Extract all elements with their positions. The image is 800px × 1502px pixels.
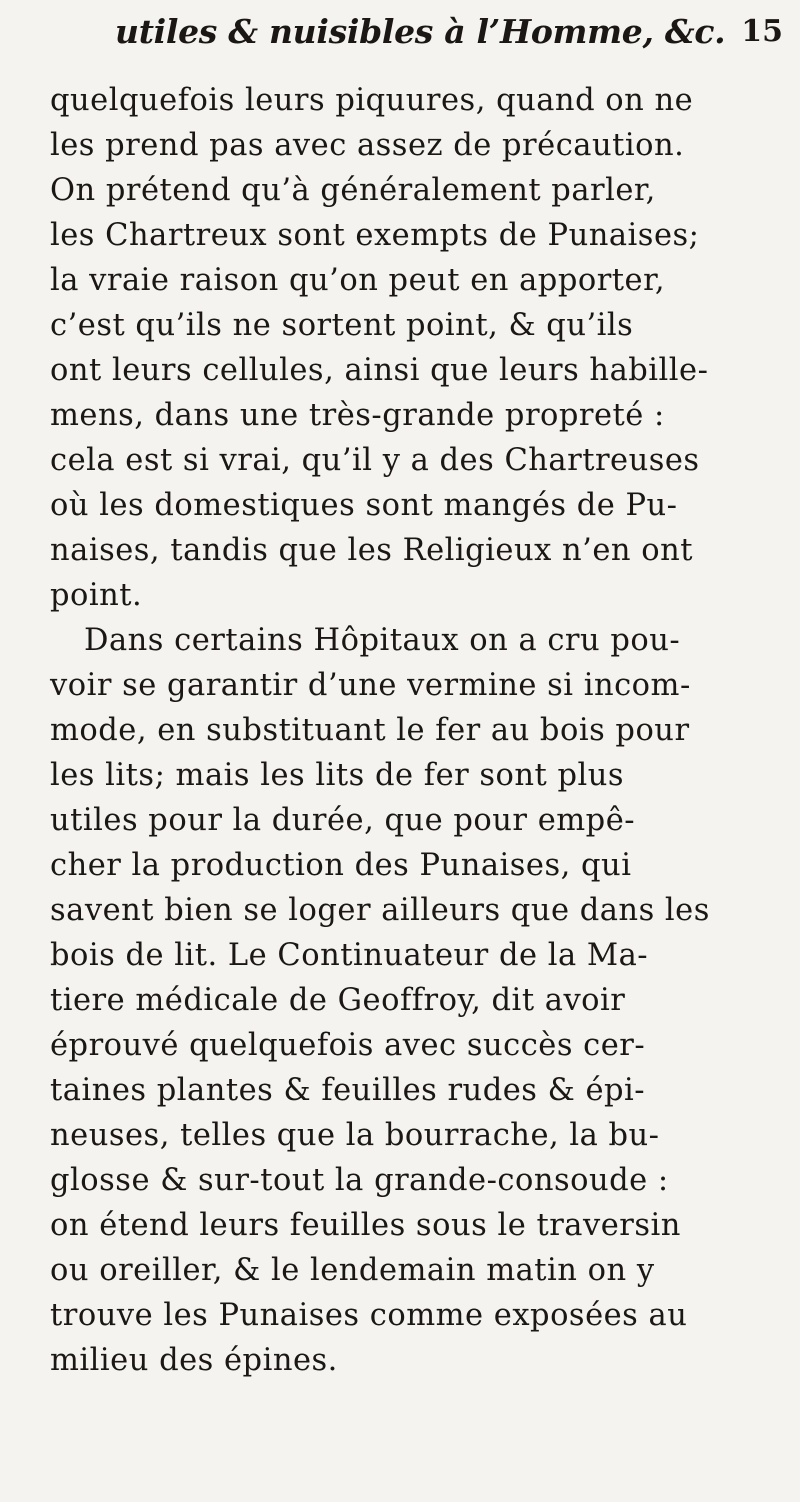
- text-line: neuses, telles que la bourrache, la bu-: [50, 1118, 660, 1153]
- text-line: c’est qu’ils ne sortent point, & qu’ils: [50, 308, 634, 343]
- text-line: mode, en substituant le fer au bois pour: [50, 713, 690, 748]
- body-text: [50, 78, 790, 1383]
- text-line: les prend pas avec assez de précaution.: [50, 128, 685, 163]
- text-line: éprouvé quelquefois avec succès cer-: [50, 1028, 646, 1063]
- text-line: on étend leurs feuilles sous le traversin: [50, 1208, 681, 1243]
- page-header: [115, 8, 795, 68]
- text-line: trouve les Punaises comme exposées au: [50, 1298, 688, 1333]
- text-line: savent bien se loger ailleurs que dans les: [50, 893, 710, 928]
- text-line: glosse & sur-tout la grande-consoude :: [50, 1163, 669, 1198]
- text-line: où les domestiques sont mangés de Pu-: [50, 488, 678, 523]
- text-line: mens, dans une très-grande propreté :: [50, 398, 665, 433]
- text-line: ont leurs cellules, ainsi que leurs habille-: [50, 353, 709, 388]
- text-line: cela est si vrai, qu’il y a des Chartreuses: [50, 443, 700, 478]
- text-line: bois de lit. Le Continuateur de la Ma-: [50, 938, 649, 973]
- text-line: On prétend qu’à généralement parler,: [50, 173, 656, 208]
- text-line: utiles pour la durée, que pour empê-: [50, 803, 636, 838]
- text-line: quelquefois leurs piquures, quand on ne: [50, 83, 694, 118]
- running-title: utiles & nuisibles à l’Homme, &c.: [115, 12, 726, 51]
- page-number: 15: [741, 14, 783, 49]
- text-line: cher la production des Punaises, qui: [50, 848, 632, 883]
- paragraph-start-line: Dans certains Hôpitaux on a cru pou-: [84, 623, 681, 658]
- text-line: ou oreiller, & le lendemain matin on y: [50, 1253, 655, 1288]
- text-line: voir se garantir d’une vermine si incom-: [50, 668, 691, 703]
- text-line: naises, tandis que les Religieux n’en ont: [50, 533, 693, 568]
- text-line: les lits; mais les lits de fer sont plus: [50, 758, 625, 793]
- text-line: milieu des épines.: [50, 1343, 338, 1378]
- text-line: la vraie raison qu’on peut en apporter,: [50, 263, 666, 298]
- text-line: les Chartreux sont exempts de Punaises;: [50, 218, 700, 253]
- text-line: tiere médicale de Geoffroy, dit avoir: [50, 983, 626, 1018]
- text-line: taines plantes & feuilles rudes & épi-: [50, 1073, 646, 1108]
- text-line: point.: [50, 578, 143, 613]
